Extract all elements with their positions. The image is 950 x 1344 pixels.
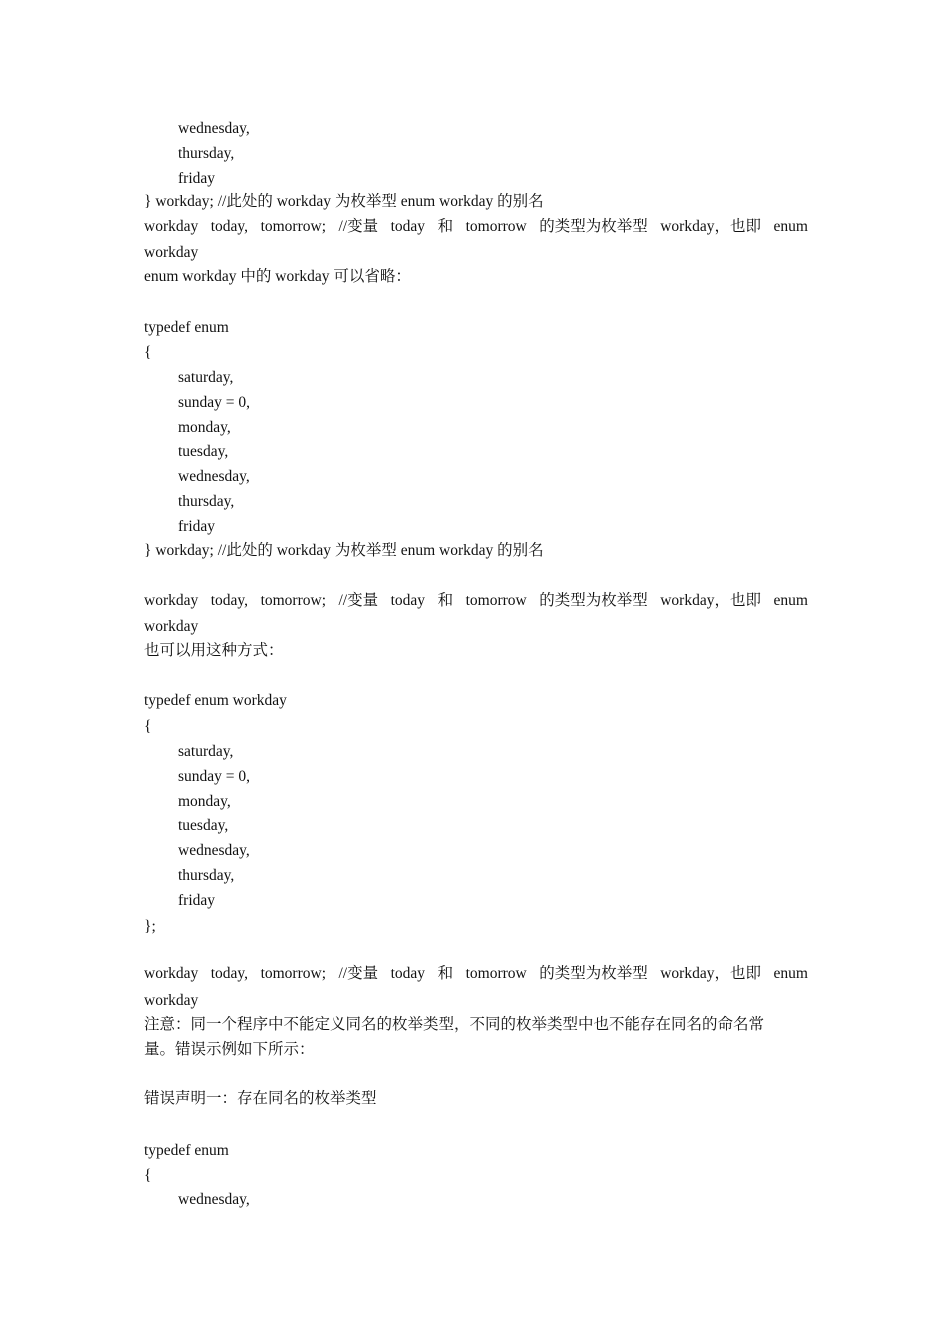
text-line: enum workday 中的 workday 可以省略： (144, 268, 411, 285)
word: today (390, 592, 426, 609)
word: today (390, 218, 426, 235)
word: tomorrow (465, 592, 527, 609)
word: workday，也即 (660, 218, 761, 235)
word: today, (210, 592, 249, 609)
code-line: wednesday, (178, 468, 250, 485)
word: enum (773, 965, 808, 982)
code-line: } workday; //此处的 workday 为枚举型 enum workday 的别名 (144, 542, 544, 559)
word: tomorrow; (260, 965, 326, 982)
word: tomorrow; (260, 218, 326, 235)
word: 和 (437, 965, 454, 982)
code-line: { (144, 718, 152, 735)
code-line: typedef enum (144, 1142, 229, 1159)
text-line: workday (144, 618, 199, 635)
text-line: 注意：同一个程序中不能定义同名的枚举类型，不同的枚举类型中也不能存在同名的命名常 (144, 1016, 765, 1033)
word: 的类型为枚举型 (539, 592, 648, 609)
code-line: sunday = 0, (178, 768, 251, 785)
code-line: sunday = 0, (178, 394, 251, 411)
text-line: 错误声明一：存在同名的枚举类型 (144, 1090, 377, 1107)
text-line (144, 217, 808, 237)
text-line: workday (144, 992, 199, 1009)
word: 的类型为枚举型 (539, 965, 648, 982)
text-line: workday (144, 244, 199, 261)
text-line: 也可以用这种方式： (144, 642, 284, 659)
code-line: wednesday, (178, 1191, 250, 1208)
code-line: thursday, (178, 145, 235, 162)
word: enum (773, 218, 808, 235)
code-line: friday (178, 170, 216, 187)
code-line: thursday, (178, 867, 235, 884)
text-line (144, 591, 808, 611)
word: workday (144, 965, 199, 982)
code-line: saturday, (178, 369, 234, 386)
code-line: friday (178, 892, 216, 909)
code-line: { (144, 344, 152, 361)
code-line: wednesday, (178, 120, 250, 137)
word: today, (210, 965, 249, 982)
text-line (144, 964, 808, 984)
code-line: thursday, (178, 493, 235, 510)
word: workday，也即 (660, 965, 761, 982)
code-line: }; (144, 918, 156, 935)
code-line: monday, (178, 793, 231, 810)
code-line: tuesday, (178, 817, 229, 834)
code-line: } workday; //此处的 workday 为枚举型 enum workday 的别名 (144, 193, 544, 210)
word: tomorrow (465, 218, 527, 235)
word: //变量 (338, 218, 379, 235)
text-line: 量。错误示例如下所示： (144, 1041, 315, 1058)
word: tomorrow; (260, 592, 326, 609)
code-line: saturday, (178, 743, 234, 760)
code-line: typedef enum workday (144, 692, 287, 709)
word: 和 (437, 592, 454, 609)
code-line: typedef enum (144, 319, 229, 336)
code-line: { (144, 1167, 152, 1184)
word: workday，也即 (660, 592, 761, 609)
code-line: monday, (178, 419, 231, 436)
word: enum (773, 592, 808, 609)
code-line: friday (178, 518, 216, 535)
word: today (390, 965, 426, 982)
word: //变量 (338, 965, 379, 982)
code-line: tuesday, (178, 443, 229, 460)
word: workday (144, 592, 199, 609)
code-line: wednesday, (178, 842, 250, 859)
word: 和 (437, 218, 454, 235)
word: today, (210, 218, 249, 235)
word: 的类型为枚举型 (539, 218, 648, 235)
word: workday (144, 218, 199, 235)
word: tomorrow (465, 965, 527, 982)
word: //变量 (338, 592, 379, 609)
